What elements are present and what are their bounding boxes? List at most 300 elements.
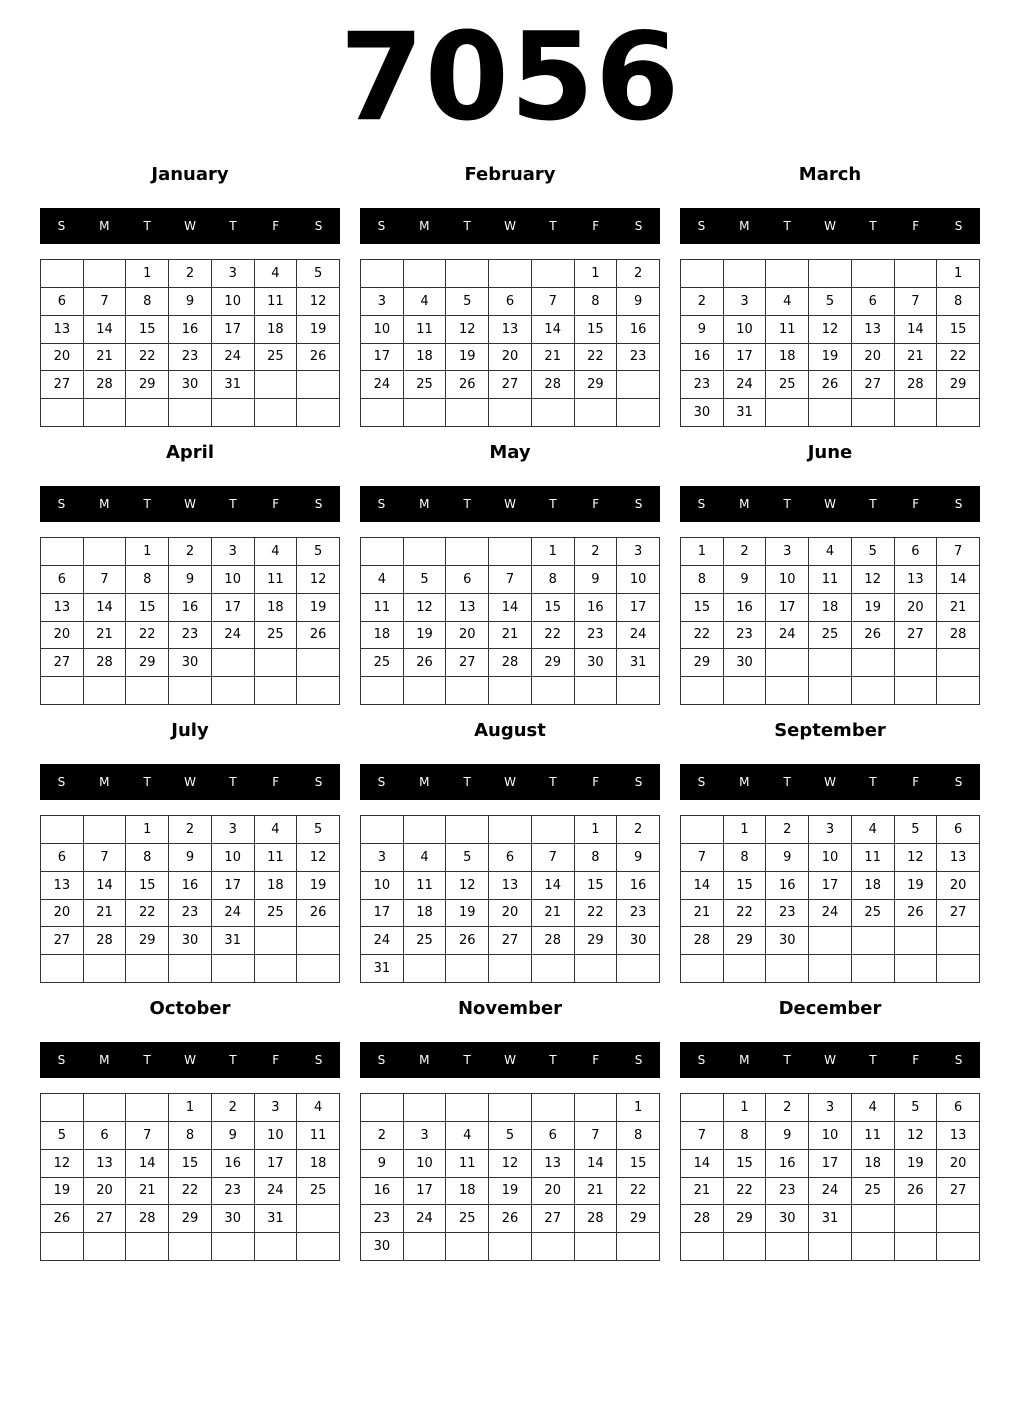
empty-day-cell xyxy=(212,1233,255,1261)
day-cell: 27 xyxy=(937,900,980,928)
day-cell: 14 xyxy=(532,872,575,900)
day-cell: 10 xyxy=(212,288,255,316)
day-cell: 13 xyxy=(489,316,532,344)
day-cell: 29 xyxy=(937,371,980,399)
empty-day-cell xyxy=(297,371,340,399)
day-cell: 30 xyxy=(766,1205,809,1233)
day-cell: 29 xyxy=(126,927,169,955)
empty-day-cell xyxy=(84,955,127,983)
day-cell: 6 xyxy=(41,566,84,594)
month-name: July xyxy=(171,720,209,741)
day-cell: 15 xyxy=(937,316,980,344)
month-name: March xyxy=(798,164,862,185)
empty-day-cell xyxy=(766,1233,809,1261)
day-cell: 19 xyxy=(297,316,340,344)
month-may xyxy=(360,441,660,711)
day-cell: 14 xyxy=(532,316,575,344)
day-cell: 18 xyxy=(297,1150,340,1178)
empty-day-cell xyxy=(255,371,298,399)
day-cell: 22 xyxy=(169,1178,212,1206)
empty-day-cell xyxy=(937,927,980,955)
weekday-label: S xyxy=(314,775,323,789)
day-cell: 20 xyxy=(937,872,980,900)
weekday-label: W xyxy=(824,497,836,511)
day-cell: 10 xyxy=(617,566,660,594)
weekday-label: T xyxy=(549,219,557,233)
day-cell: 5 xyxy=(297,538,340,566)
weekday-label: S xyxy=(634,219,643,233)
month-december xyxy=(680,997,980,1267)
day-cell: 4 xyxy=(255,538,298,566)
day-cell: 9 xyxy=(169,844,212,872)
empty-day-cell xyxy=(852,260,895,288)
empty-day-cell xyxy=(255,927,298,955)
day-cell: 16 xyxy=(766,1150,809,1178)
day-cell: 19 xyxy=(852,594,895,622)
day-cell: 26 xyxy=(852,622,895,650)
day-cell: 25 xyxy=(361,649,404,677)
day-cell: 26 xyxy=(446,927,489,955)
month-name: August xyxy=(474,720,546,741)
month-march xyxy=(680,163,980,433)
weekday-label: T xyxy=(869,497,877,511)
empty-day-cell xyxy=(212,649,255,677)
day-cell: 6 xyxy=(446,566,489,594)
day-cell: 11 xyxy=(446,1150,489,1178)
weekday-label: W xyxy=(504,219,516,233)
day-cell: 17 xyxy=(809,1150,852,1178)
day-cell: 25 xyxy=(297,1178,340,1206)
day-cell: 1 xyxy=(575,260,618,288)
empty-day-cell xyxy=(297,1233,340,1261)
day-cell: 2 xyxy=(169,538,212,566)
day-cell: 17 xyxy=(255,1150,298,1178)
weekday-label: M xyxy=(739,497,750,511)
day-grid xyxy=(360,259,660,427)
day-cell: 3 xyxy=(809,816,852,844)
day-cell: 12 xyxy=(809,316,852,344)
day-grid xyxy=(360,537,660,705)
day-cell: 3 xyxy=(617,538,660,566)
weekday-label: W xyxy=(504,1053,516,1067)
empty-day-cell xyxy=(297,399,340,427)
day-grid xyxy=(360,815,660,983)
empty-day-cell xyxy=(404,677,447,705)
day-cell: 25 xyxy=(766,371,809,399)
day-cell: 19 xyxy=(404,622,447,650)
day-cell: 29 xyxy=(681,649,724,677)
day-cell: 15 xyxy=(681,594,724,622)
day-cell: 29 xyxy=(724,1205,767,1233)
day-cell: 3 xyxy=(361,844,404,872)
day-cell: 20 xyxy=(532,1178,575,1206)
day-cell: 27 xyxy=(532,1205,575,1233)
month-april xyxy=(40,441,340,711)
day-cell: 28 xyxy=(126,1205,169,1233)
weekday-label: T xyxy=(869,1053,877,1067)
weekday-label: S xyxy=(314,219,323,233)
empty-day-cell xyxy=(532,816,575,844)
day-cell: 24 xyxy=(212,622,255,650)
day-cell: 26 xyxy=(297,344,340,372)
day-cell: 9 xyxy=(681,316,724,344)
day-cell: 23 xyxy=(681,371,724,399)
day-cell: 1 xyxy=(724,816,767,844)
day-cell: 13 xyxy=(41,594,84,622)
empty-day-cell xyxy=(361,260,404,288)
day-cell: 22 xyxy=(126,344,169,372)
day-cell: 30 xyxy=(212,1205,255,1233)
day-cell: 5 xyxy=(895,1094,938,1122)
day-cell: 5 xyxy=(446,288,489,316)
day-cell: 16 xyxy=(617,316,660,344)
day-cell: 1 xyxy=(575,816,618,844)
empty-day-cell xyxy=(84,816,127,844)
day-cell: 14 xyxy=(84,594,127,622)
day-cell: 15 xyxy=(617,1150,660,1178)
day-cell: 24 xyxy=(809,900,852,928)
day-cell: 31 xyxy=(255,1205,298,1233)
empty-day-cell xyxy=(937,955,980,983)
empty-day-cell xyxy=(255,649,298,677)
day-cell: 21 xyxy=(489,622,532,650)
day-cell: 10 xyxy=(766,566,809,594)
empty-day-cell xyxy=(361,1094,404,1122)
day-cell: 4 xyxy=(852,816,895,844)
weekday-header xyxy=(40,1042,340,1078)
day-cell: 11 xyxy=(766,316,809,344)
day-cell: 24 xyxy=(255,1178,298,1206)
day-cell: 28 xyxy=(532,927,575,955)
empty-day-cell xyxy=(404,538,447,566)
day-cell: 24 xyxy=(766,622,809,650)
day-cell: 22 xyxy=(126,900,169,928)
weekday-label: T xyxy=(463,219,471,233)
weekday-label: M xyxy=(419,775,430,789)
day-cell: 11 xyxy=(852,844,895,872)
day-cell: 8 xyxy=(937,288,980,316)
weekday-label: T xyxy=(783,1053,791,1067)
day-cell: 12 xyxy=(446,316,489,344)
weekday-label: S xyxy=(377,497,386,511)
day-cell: 14 xyxy=(126,1150,169,1178)
day-cell: 30 xyxy=(766,927,809,955)
day-cell: 4 xyxy=(404,844,447,872)
day-cell: 1 xyxy=(169,1094,212,1122)
empty-day-cell xyxy=(937,1205,980,1233)
weekday-label: T xyxy=(869,775,877,789)
day-cell: 19 xyxy=(895,872,938,900)
day-cell: 24 xyxy=(809,1178,852,1206)
weekday-label: F xyxy=(272,775,280,789)
day-cell: 9 xyxy=(766,844,809,872)
empty-day-cell xyxy=(937,399,980,427)
day-cell: 31 xyxy=(809,1205,852,1233)
weekday-label: T xyxy=(229,775,237,789)
day-cell: 6 xyxy=(532,1122,575,1150)
empty-day-cell xyxy=(41,538,84,566)
day-cell: 25 xyxy=(809,622,852,650)
day-cell: 27 xyxy=(489,371,532,399)
weekday-label: F xyxy=(592,219,600,233)
day-cell: 22 xyxy=(681,622,724,650)
day-cell: 30 xyxy=(361,1233,404,1261)
empty-day-cell xyxy=(446,677,489,705)
weekday-label: T xyxy=(783,219,791,233)
empty-day-cell xyxy=(532,677,575,705)
empty-day-cell xyxy=(852,399,895,427)
empty-day-cell xyxy=(212,677,255,705)
day-cell: 2 xyxy=(169,260,212,288)
day-cell: 10 xyxy=(255,1122,298,1150)
empty-day-cell xyxy=(169,399,212,427)
day-cell: 22 xyxy=(575,344,618,372)
empty-day-cell xyxy=(575,399,618,427)
day-cell: 21 xyxy=(532,900,575,928)
day-cell: 13 xyxy=(852,316,895,344)
day-cell: 21 xyxy=(681,1178,724,1206)
day-cell: 25 xyxy=(852,900,895,928)
day-cell: 27 xyxy=(489,927,532,955)
day-cell: 2 xyxy=(169,816,212,844)
day-cell: 22 xyxy=(575,900,618,928)
day-cell: 9 xyxy=(361,1150,404,1178)
day-cell: 2 xyxy=(724,538,767,566)
empty-day-cell xyxy=(852,955,895,983)
day-cell: 20 xyxy=(937,1150,980,1178)
day-cell: 6 xyxy=(895,538,938,566)
empty-day-cell xyxy=(169,955,212,983)
day-cell: 25 xyxy=(404,371,447,399)
day-cell: 6 xyxy=(84,1122,127,1150)
day-cell: 12 xyxy=(852,566,895,594)
weekday-label: F xyxy=(912,497,920,511)
month-name: December xyxy=(778,998,882,1019)
empty-day-cell xyxy=(532,399,575,427)
day-cell: 3 xyxy=(766,538,809,566)
day-cell: 31 xyxy=(212,371,255,399)
weekday-label: S xyxy=(954,497,963,511)
empty-day-cell xyxy=(126,399,169,427)
day-cell: 12 xyxy=(297,566,340,594)
day-cell: 8 xyxy=(126,566,169,594)
day-cell: 16 xyxy=(169,594,212,622)
weekday-label: S xyxy=(954,219,963,233)
day-cell: 6 xyxy=(41,288,84,316)
day-cell: 23 xyxy=(766,1178,809,1206)
day-cell: 5 xyxy=(297,816,340,844)
day-cell: 12 xyxy=(446,872,489,900)
day-cell: 18 xyxy=(809,594,852,622)
weekday-header xyxy=(40,486,340,522)
empty-day-cell xyxy=(681,1094,724,1122)
empty-day-cell xyxy=(297,927,340,955)
day-cell: 7 xyxy=(126,1122,169,1150)
weekday-label: S xyxy=(697,1053,706,1067)
month-name: June xyxy=(807,442,853,463)
empty-day-cell xyxy=(575,677,618,705)
empty-day-cell xyxy=(41,955,84,983)
day-cell: 11 xyxy=(297,1122,340,1150)
day-cell: 20 xyxy=(84,1178,127,1206)
weekday-label: T xyxy=(783,775,791,789)
empty-day-cell xyxy=(617,955,660,983)
day-cell: 9 xyxy=(169,288,212,316)
day-cell: 24 xyxy=(617,622,660,650)
weekday-label: T xyxy=(143,775,151,789)
day-cell: 6 xyxy=(852,288,895,316)
empty-day-cell xyxy=(809,927,852,955)
day-cell: 12 xyxy=(895,1122,938,1150)
weekday-header xyxy=(360,764,660,800)
day-cell: 1 xyxy=(617,1094,660,1122)
month-name: November xyxy=(457,998,563,1019)
day-cell: 29 xyxy=(532,649,575,677)
empty-day-cell xyxy=(617,677,660,705)
day-cell: 23 xyxy=(617,900,660,928)
day-cell: 8 xyxy=(681,566,724,594)
empty-day-cell xyxy=(575,1094,618,1122)
empty-day-cell xyxy=(852,927,895,955)
day-cell: 2 xyxy=(361,1122,404,1150)
day-cell: 26 xyxy=(895,900,938,928)
empty-day-cell xyxy=(126,1094,169,1122)
day-cell: 12 xyxy=(895,844,938,872)
weekday-label: T xyxy=(229,219,237,233)
day-cell: 21 xyxy=(126,1178,169,1206)
day-cell: 20 xyxy=(41,900,84,928)
empty-day-cell xyxy=(724,955,767,983)
weekday-label: W xyxy=(504,497,516,511)
day-cell: 7 xyxy=(489,566,532,594)
weekday-header xyxy=(40,764,340,800)
day-cell: 27 xyxy=(446,649,489,677)
day-cell: 11 xyxy=(852,1122,895,1150)
day-cell: 13 xyxy=(532,1150,575,1178)
day-cell: 17 xyxy=(809,872,852,900)
day-cell: 17 xyxy=(212,316,255,344)
empty-day-cell xyxy=(446,955,489,983)
empty-day-cell xyxy=(489,538,532,566)
month-january xyxy=(40,163,340,433)
day-cell: 1 xyxy=(126,816,169,844)
day-cell: 18 xyxy=(766,344,809,372)
day-cell: 4 xyxy=(404,288,447,316)
day-cell: 23 xyxy=(617,344,660,372)
day-cell: 21 xyxy=(84,900,127,928)
empty-day-cell xyxy=(766,399,809,427)
empty-day-cell xyxy=(937,649,980,677)
day-cell: 14 xyxy=(84,316,127,344)
day-cell: 26 xyxy=(404,649,447,677)
day-cell: 2 xyxy=(617,816,660,844)
day-cell: 29 xyxy=(575,927,618,955)
day-cell: 9 xyxy=(617,844,660,872)
weekday-header xyxy=(40,208,340,244)
day-cell: 22 xyxy=(532,622,575,650)
day-cell: 15 xyxy=(724,872,767,900)
day-cell: 14 xyxy=(575,1150,618,1178)
day-cell: 19 xyxy=(809,344,852,372)
day-cell: 30 xyxy=(169,927,212,955)
day-cell: 1 xyxy=(937,260,980,288)
empty-day-cell xyxy=(255,955,298,983)
weekday-label: F xyxy=(272,1053,280,1067)
day-cell: 13 xyxy=(446,594,489,622)
weekday-label: T xyxy=(549,775,557,789)
day-cell: 2 xyxy=(617,260,660,288)
day-cell: 17 xyxy=(617,594,660,622)
empty-day-cell xyxy=(809,260,852,288)
day-cell: 18 xyxy=(852,1150,895,1178)
empty-day-cell xyxy=(617,399,660,427)
day-cell: 7 xyxy=(937,538,980,566)
weekday-header xyxy=(360,208,660,244)
weekday-label: T xyxy=(463,497,471,511)
day-cell: 26 xyxy=(809,371,852,399)
day-cell: 5 xyxy=(404,566,447,594)
day-cell: 24 xyxy=(212,900,255,928)
empty-day-cell xyxy=(169,1233,212,1261)
empty-day-cell xyxy=(41,1233,84,1261)
empty-day-cell xyxy=(809,955,852,983)
day-cell: 4 xyxy=(809,538,852,566)
day-cell: 23 xyxy=(169,622,212,650)
empty-day-cell xyxy=(937,677,980,705)
day-cell: 8 xyxy=(126,844,169,872)
day-cell: 5 xyxy=(489,1122,532,1150)
empty-day-cell xyxy=(126,955,169,983)
day-cell: 26 xyxy=(895,1178,938,1206)
day-cell: 8 xyxy=(724,1122,767,1150)
day-cell: 10 xyxy=(361,872,404,900)
weekday-label: S xyxy=(57,1053,66,1067)
empty-day-cell xyxy=(41,677,84,705)
weekday-label: F xyxy=(272,497,280,511)
empty-day-cell xyxy=(212,955,255,983)
day-cell: 17 xyxy=(361,344,404,372)
weekday-header xyxy=(680,1042,980,1078)
day-cell: 17 xyxy=(212,594,255,622)
weekday-label: M xyxy=(99,1053,110,1067)
day-cell: 1 xyxy=(724,1094,767,1122)
day-cell: 29 xyxy=(617,1205,660,1233)
day-cell: 28 xyxy=(84,371,127,399)
day-cell: 17 xyxy=(212,872,255,900)
day-cell: 19 xyxy=(895,1150,938,1178)
day-cell: 30 xyxy=(575,649,618,677)
day-cell: 25 xyxy=(404,927,447,955)
empty-day-cell xyxy=(681,260,724,288)
empty-day-cell xyxy=(809,649,852,677)
day-cell: 9 xyxy=(724,566,767,594)
day-cell: 12 xyxy=(41,1150,84,1178)
month-june xyxy=(680,441,980,711)
weekday-label: T xyxy=(783,497,791,511)
day-cell: 14 xyxy=(489,594,532,622)
empty-day-cell xyxy=(84,538,127,566)
empty-day-cell xyxy=(895,260,938,288)
day-cell: 27 xyxy=(937,1178,980,1206)
empty-day-cell xyxy=(446,816,489,844)
weekday-label: S xyxy=(314,497,323,511)
month-name: October xyxy=(149,998,231,1019)
day-cell: 2 xyxy=(212,1094,255,1122)
day-cell: 28 xyxy=(84,649,127,677)
day-cell: 3 xyxy=(212,260,255,288)
weekday-label: S xyxy=(314,1053,323,1067)
weekday-label: T xyxy=(549,497,557,511)
